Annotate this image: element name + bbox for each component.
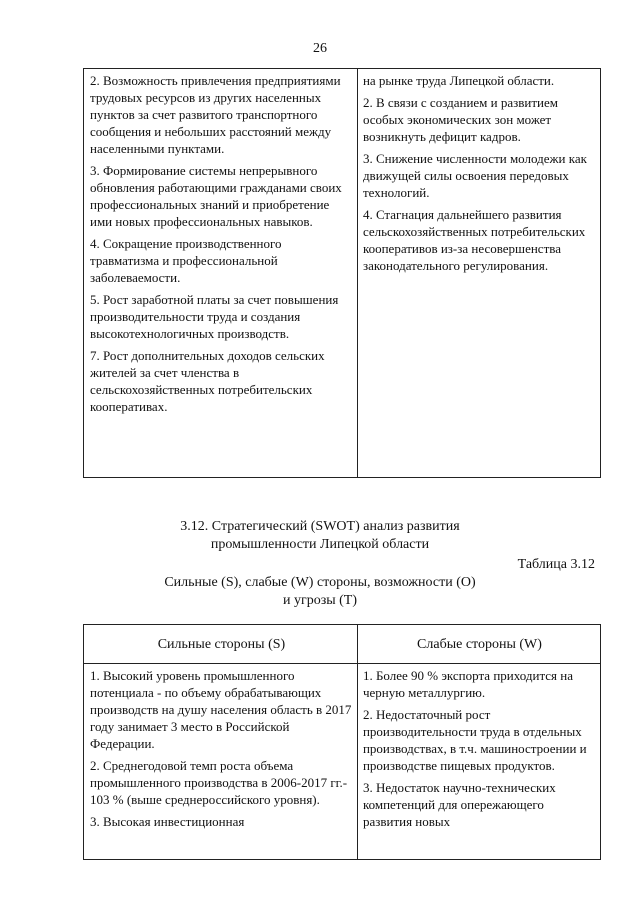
- opportunity-item: 4. Сокращение производственного травматизма и профессиональной заболеваемости.: [90, 236, 282, 285]
- threat-item: на рынке труда Липецкой области.: [362, 73, 555, 88]
- threats-column: [358, 69, 600, 477]
- weaknesses-column: [358, 664, 600, 859]
- opportunity-item: 7. Рост дополнительных доходов сельских жителей за счет членства в сельскохозяйственных потребительских кооперативах.: [90, 348, 325, 414]
- caption-line: Сильные (S), слабые (W) стороны, возможности (O): [164, 575, 476, 590]
- weakness-item: 2. Недостаточный рост производительности труда в отдельных производствах, в т.ч. машиностроении и производстве пищевых продуктов.: [362, 707, 587, 773]
- strengths-column: [84, 664, 358, 859]
- weakness-item: 1. Более 90 % экспорта приходится на черную металлургию.: [362, 668, 574, 700]
- table-label: Таблица 3.12: [517, 557, 595, 572]
- caption-line: и угрозы (T): [282, 593, 358, 608]
- threat-item: 4. Стагнация дальнейшего развития сельскохозяйственных потребительских кооперативов из-за несовершенства законодательного регулирования.: [362, 207, 586, 273]
- strength-item: 1. Высокий уровень промышленного потенциала - по объему обрабатывающих производств на душу населения область в 2017 году занимает 3 место в Российской Федерации.: [90, 668, 352, 751]
- opportunity-item: 5. Рост заработной платы за счет повышения производительности труда и создания высокотехнологичных производств.: [90, 292, 339, 341]
- section-title-line: промышленности Липецкой области: [210, 537, 430, 552]
- page-number: 26: [313, 41, 327, 56]
- table-header-row: [84, 625, 600, 664]
- table-body-row: [84, 664, 600, 859]
- opportunity-item: 2. Возможность привлечения предприятиями трудовых ресурсов из других населенных пунктов за счет развитого транспортного сообщения и небольших расстояний между населенными пунктами.: [90, 73, 341, 156]
- weakness-item: 3. Недостаток научно-технических компетенций для опережающего развития новых: [362, 780, 556, 829]
- header-strengths: Сильные стороны (S): [84, 625, 358, 663]
- strength-item: 2. Среднегодовой темп роста объема промышленного производства в 2006-2017 гг.- 103 % (выше среднероссийского уровня).: [90, 758, 348, 807]
- opportunities-column: [84, 69, 358, 477]
- header-weaknesses: Слабые стороны (W): [417, 637, 542, 652]
- threat-item: 3. Снижение численности молодежи как движущей силы освоения передовых технологий.: [362, 151, 587, 200]
- section-title-line: 3.12. Стратегический (SWOT) анализ развития: [180, 519, 460, 534]
- opportunity-item: 3. Формирование системы непрерывного обновления работающими гражданами своих профессиональных знаний и приобретение ими новых профессиональных навыков.: [90, 163, 342, 229]
- section-title: [0, 518, 640, 554]
- table-caption: [0, 574, 640, 610]
- threat-item: 2. В связи с созданием и развитием особых экономических зон может возникнуть дефицит кадров.: [362, 95, 558, 144]
- swot-table: [83, 624, 601, 860]
- swot-table-continued: [83, 68, 601, 478]
- strength-item: 3. Высокая инвестиционная: [90, 814, 245, 829]
